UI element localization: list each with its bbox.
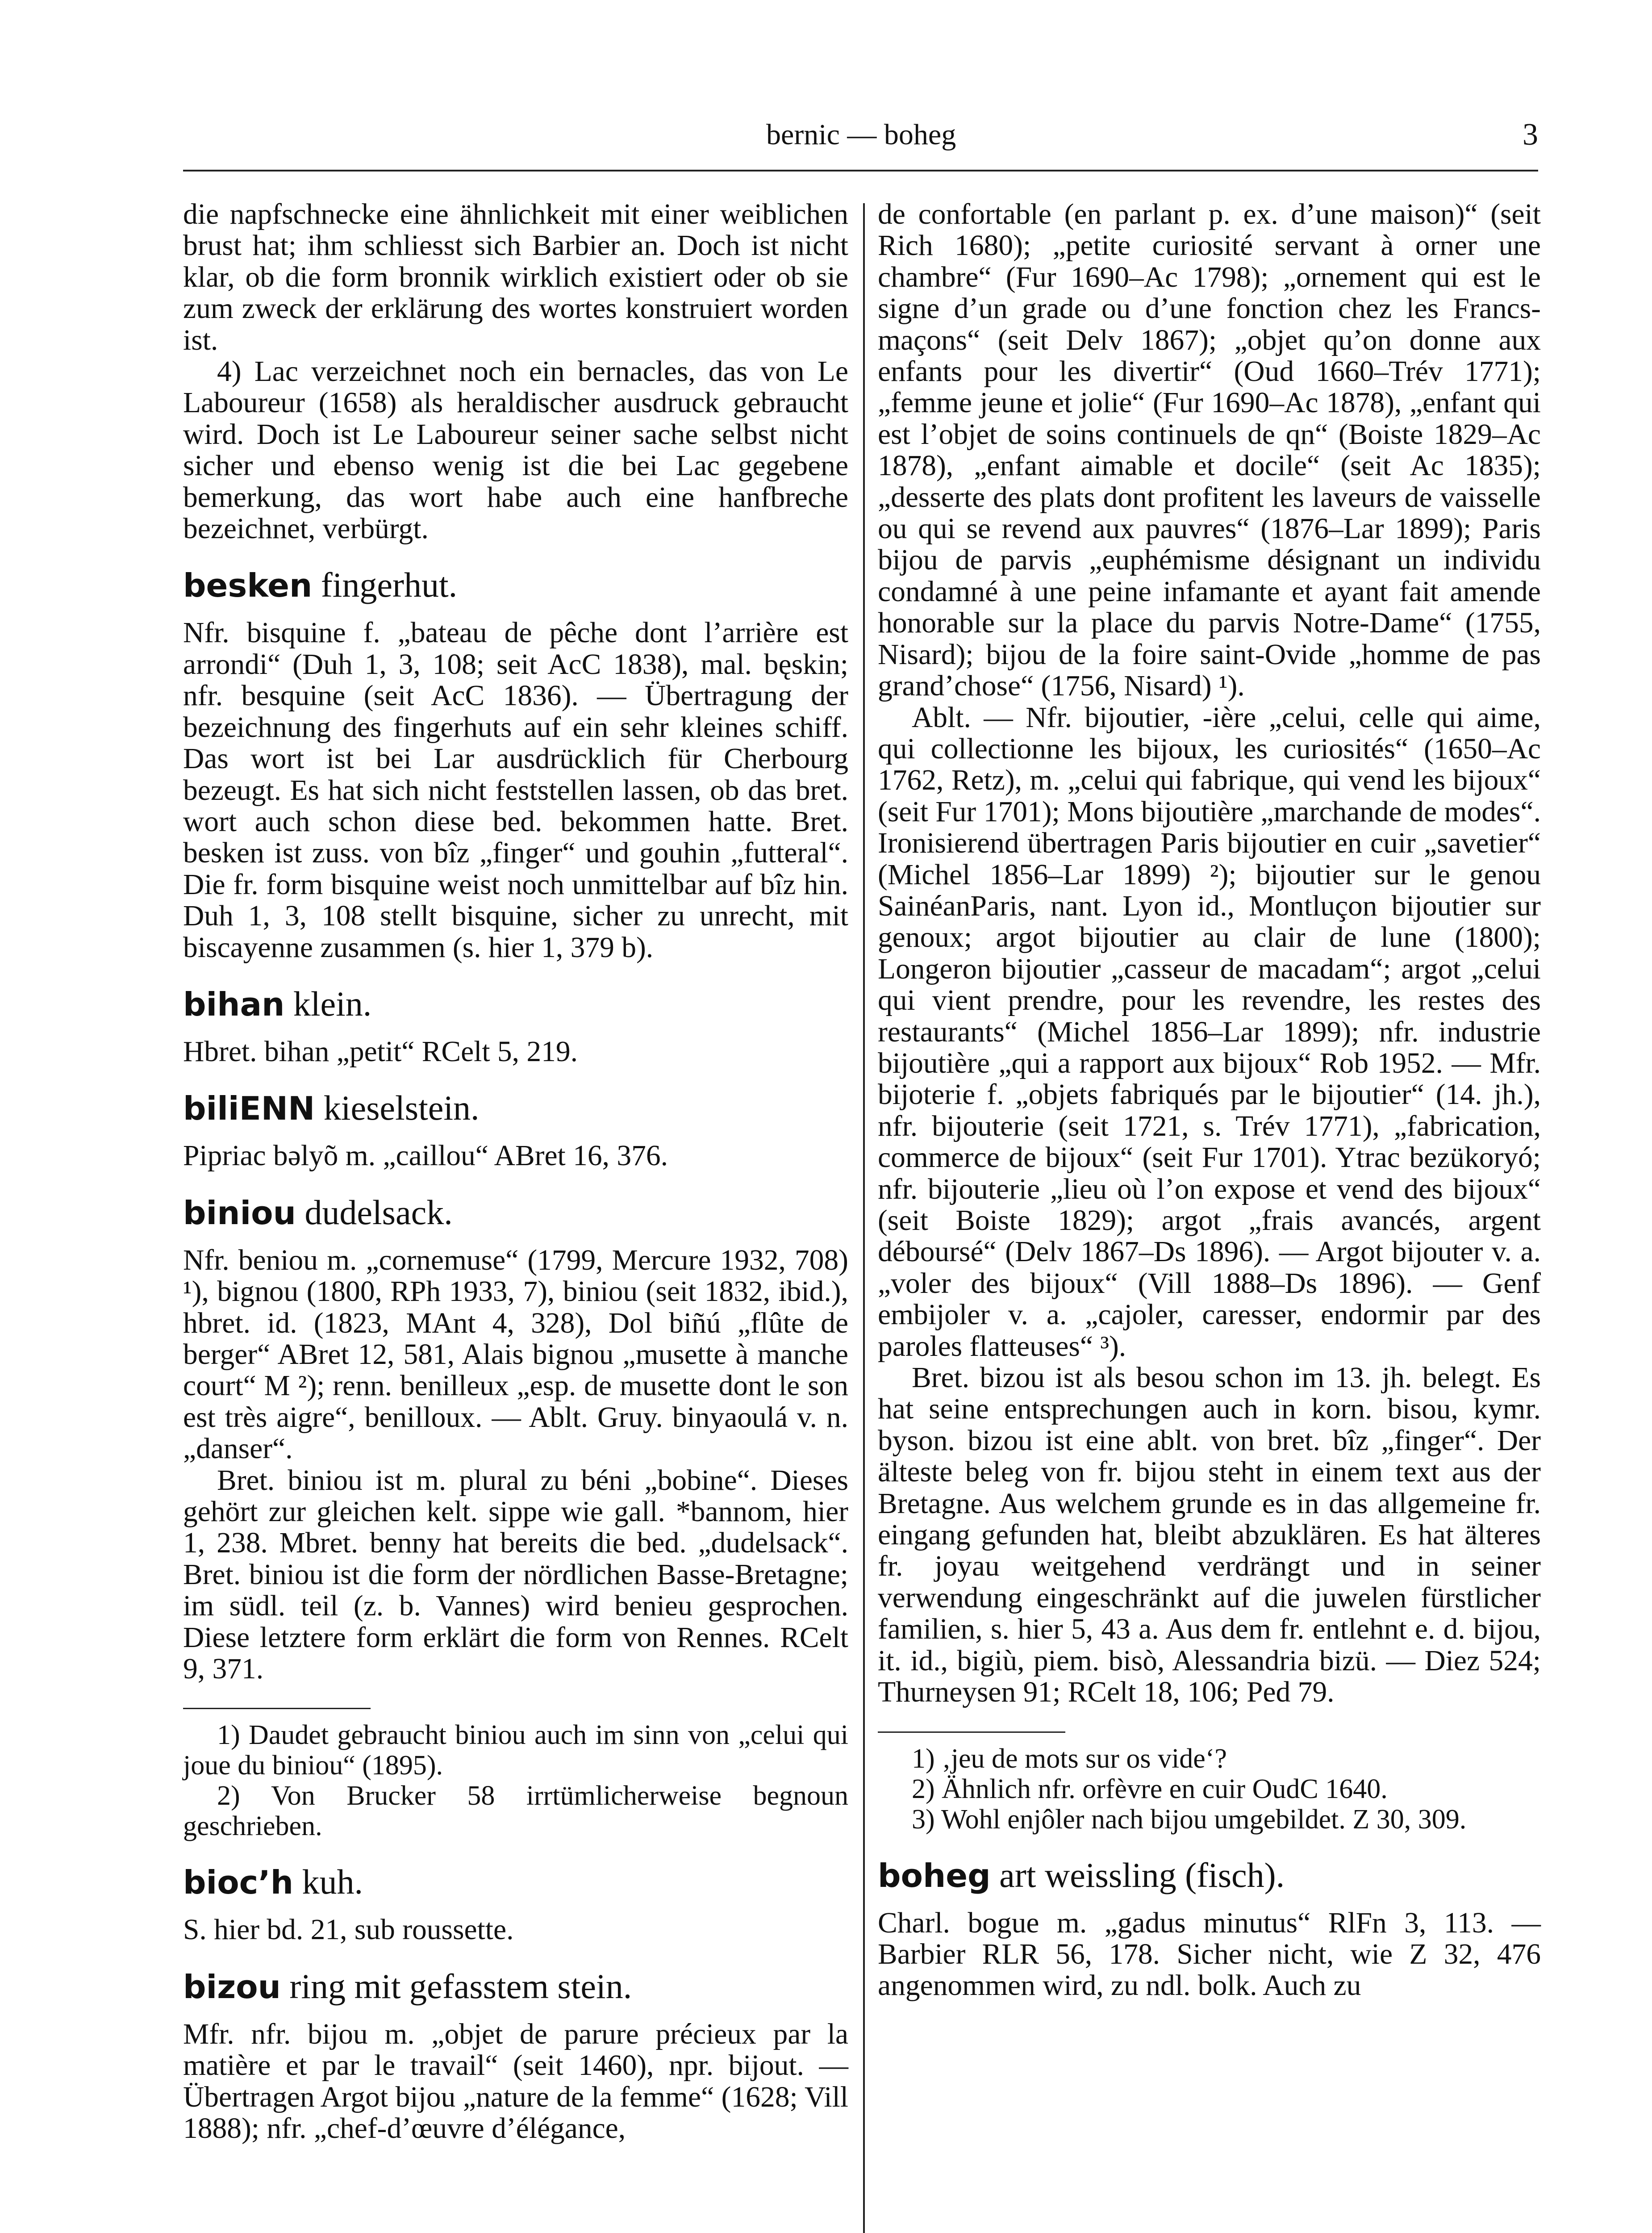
right-column [878, 199, 1541, 2002]
entry-heading-boheg [878, 1855, 1541, 1896]
entry-gloss: dudelsack. [305, 1192, 453, 1232]
footnote: 2) Ähnlich nfr. orfèvre en cuir OudC 1640. [912, 1773, 1388, 1804]
page-number: 3 [1523, 117, 1538, 152]
header-rule [183, 170, 1538, 171]
entry-body: Bret. biniou ist m. plural zu béni „bobine“. Dieses gehört zur gleichen kelt. sippe wie gall. *bannom, hier 1, 238. Mbret. benny hat bereits die bed. „dudelsack“. Bret. biniou ist die form der nördlichen Basse-Bretagne; im südl. teil (z. b. Vannes) wird benieu gesprochen. Diese letztere form erklärt die form von Rennes. RCelt 9, 371. [183, 1464, 848, 1685]
footnote: 1) ‚jeu de mots sur os vide‘? [912, 1743, 1227, 1774]
entry-lemma: biliENN [183, 1090, 315, 1128]
entry-gloss: kieselstein. [323, 1088, 480, 1128]
entry-lemma: boheg [878, 1857, 991, 1894]
paragraph: Bret. bizou ist als besou schon im 13. jh. belegt. Es hat seine entsprechungen auch in korn. bisou, kymr. byson. bizou ist eine ablt. von bret. bîz „finger“. Der älteste beleg von fr. bijou steht in einem text aus der Bretagne. Aus welchem grunde es in das allgemeine fr. eingang gefunden hat, bleibt abzuklären. Es hat älteres fr. joyau weitgehend verdrängt und in seiner verwendung eingeschränkt auf die juwelen fürstlicher familien, s. hier 5, 43 a. Aus dem fr. entlehnt e. d. bijou, it. id., bigiù, piem. bisò, Alessandria bizü. — Diez 524; Thurneysen 91; RCelt 18, 106; Ped 79. [878, 1362, 1541, 1709]
entry-body: Hbret. bihan „petit“ RCelt 5, 219. [183, 1035, 578, 1068]
entry-body: Nfr. bisquine f. „bateau de pêche dont l’arrière est arrondi“ (Duh 1, 3, 108; seit AcC 1838), mal. bęskin; nfr. besquine (seit AcC 1836). — Übertragung der bezeichnung des fingerhuts auf ein sehr kleines schiff. Das wort ist bei Lar ausdrücklich für Cherbourg bezeugt. Es hat sich nicht feststellen lassen, ob das bret. wort auch schon diese bed. bekommen hatte. Bret. besken ist zuss. von bîz „finger“ und gouhin „futteral“. Die fr. form bisquine weist noch unmittelbar auf bîz hin. Duh 1, 3, 108 stellt bisquine, sicher zu unrecht, mit biscayenne zusammen (s. hier 1, 379 b). [183, 617, 848, 964]
entry-body: S. hier bd. 21, sub roussette. [183, 1914, 514, 1946]
entry-lemma: besken [183, 567, 313, 605]
entry-heading-biniou [183, 1192, 848, 1233]
entry-body: Nfr. beniou m. „cornemuse“ (1799, Mercure 1932, 708) ¹), bignou (1800, RPh 1933, 7), biniou (seit 1832, ibid.), hbret. id. (1823, MAnt 4, 328), Dol biñú „flûte de berger“ ABret 12, 581, Alais bignou „musette à manche court“ M ²); renn. benilleux „esp. de musette dont le son est très aigre“, benilloux. — Ablt. Gruy. binyaoulá v. n. „danser“. [183, 1244, 848, 1465]
paragraph: de confortable (en parlant p. ex. d’une maison)“ (seit Rich 1680); „petite curiosité servant à orner une chambre“ (Fur 1690–Ac 1798); „ornement qui est le signe d’un grade ou d’une fonction chez les Francs-maçons“ (seit Delv 1867); „objet qu’on donne aux enfants pour les divertir“ (Oud 1660–Trév 1771); „femme jeune et jolie“ (Fur 1690–Ac 1878), „enfant qui est l’objet de soins continuels de qn“ (Boiste 1829–Ac 1878), „enfant aimable et docile“ (seit Ac 1835); „desserte des plats dont profitent les laveurs de vaisselle ou qui se revend aux pauvres“ (1876–Lar 1899); Paris bijou de parvis „euphémisme désignant un individu condamné à une peine infamante et ayant fait amende honorable sur la place du parvis Notre-Dame“ (1755, Nisard); bijou de la foire saint-Ovide „homme de pas grand’chose“ (1756, Nisard) ¹). [878, 198, 1541, 703]
paragraph: Ablt. — Nfr. bijoutier, -ière „celui, celle qui aime, qui collectionne les bijoux, les curiosités“ (1650–Ac 1762, Retz), m. „celui qui fabrique, qui vend les bijoux“ (seit Fur 1701); Mons bijoutière „marchande de modes“. Ironisierend übertragen Paris bijoutier en cuir „savetier“ (Michel 1856–Lar 1899) ²); bijoutier sur le genou SainéanParis, nant. Lyon id., Montluçon bijoutier sur genoux; argot bijoutier au clair de lune (1800); Longeron bijoutier „casseur de macadam“; argot „celui qui vient prendre, pour les revendre, les restes des restaurants“ (Michel 1856–Lar 1899); nfr. industrie bijoutière „qui a rapport aux bijoux“ Rob 1952. — Mfr. bijoterie f. „objets fabriqués par le bijoutier“ (14. jh.), nfr. bijouterie (seit 1721, s. Trév 1771), „fabrication, commerce de bijoux“ (seit Fur 1701). Ytrac bezükoryó; nfr. bijouterie „lieu où l’on expose et vend des bijoux“ (seit Boiste 1829); argot „frais avancés, argent déboursé“ (Delv 1867–Ds 1896). — Argot bijouter v. a. „voler des bijoux“ (Vill 1888–Ds 1896). — Genf embijoler v. a. „cajoler, caresser, endormir par des paroles flatteuses“ ³). [878, 701, 1541, 1363]
entry-gloss: klein. [293, 984, 372, 1023]
footnote: 1) Daudet gebraucht biniou auch im sinn von „celui qui joue du biniou“ (1895). [183, 1720, 848, 1781]
entry-gloss: kuh. [302, 1862, 363, 1902]
paragraph: 4) Lac verzeichnet noch ein bernacles, das von Le Laboureur (1658) als heraldischer ausdruck gebraucht wird. Doch ist Le Laboureur seiner sache selbst nicht sicher und ebenso wenig ist die bei Lac gegebene bemerkung, das wort habe auch eine hanfbreche bezeichnet, verbürgt. [183, 355, 848, 545]
left-column [183, 199, 848, 2144]
entry-gloss: ring mit gefasstem stein. [289, 1966, 632, 2006]
footnote: 2) Von Brucker 58 irrtümlicherweise begnoun geschrieben. [183, 1781, 848, 1842]
entry-lemma: bioc’h [183, 1864, 293, 1902]
entry-lemma: biniou [183, 1194, 296, 1232]
entry-heading-biliENN [183, 1088, 848, 1129]
paragraph: die napfschnecke eine ähnlichkeit mit einer weiblichen brust hat; ihm schliesst sich Barbier an. Doch ist nicht klar, ob die form bronnik wirklich existiert oder ob sie zum zweck der erklärung des wortes konstruiert worden ist. [183, 198, 848, 356]
entry-body: Charl. bogue m. „gadus minutus“ RlFn 3, 113. — Barbier RLR 56, 178. Sicher nicht, wie Z 32, 476 angenommen wird, zu ndl. bolk. Auch zu [878, 1907, 1541, 2002]
entry-heading-bioch [183, 1862, 848, 1903]
entry-body: Mfr. nfr. bijou m. „objet de parure précieux par la matière et par le travail“ (seit 1460), npr. bijout. — Übertragen Argot bijou „nature de la femme“ (1628; Vill 1888); nfr. „chef-d’œuvre d’élégance, [183, 2018, 848, 2145]
entry-body: Pipriac bəlyõ m. „caillou“ ABret 16, 376. [183, 1140, 668, 1172]
entry-lemma: bihan [183, 985, 285, 1023]
entry-heading-bizou [183, 1966, 848, 2007]
entry-heading-besken [183, 565, 848, 606]
entry-gloss: art weissling (fisch). [999, 1855, 1285, 1894]
entry-gloss: fingerhut. [321, 565, 458, 605]
entry-lemma: bizou [183, 1968, 281, 2006]
footnote-rule [878, 1731, 1065, 1733]
entry-heading-bihan [183, 984, 848, 1025]
footnote-rule [183, 1708, 371, 1709]
column-divider [863, 203, 865, 2233]
footnote: 3) Wohl enjôler nach bijou umgebildet. Z 30, 309. [912, 1804, 1467, 1835]
running-header [0, 117, 1652, 153]
running-title: bernic — boheg [766, 118, 956, 151]
